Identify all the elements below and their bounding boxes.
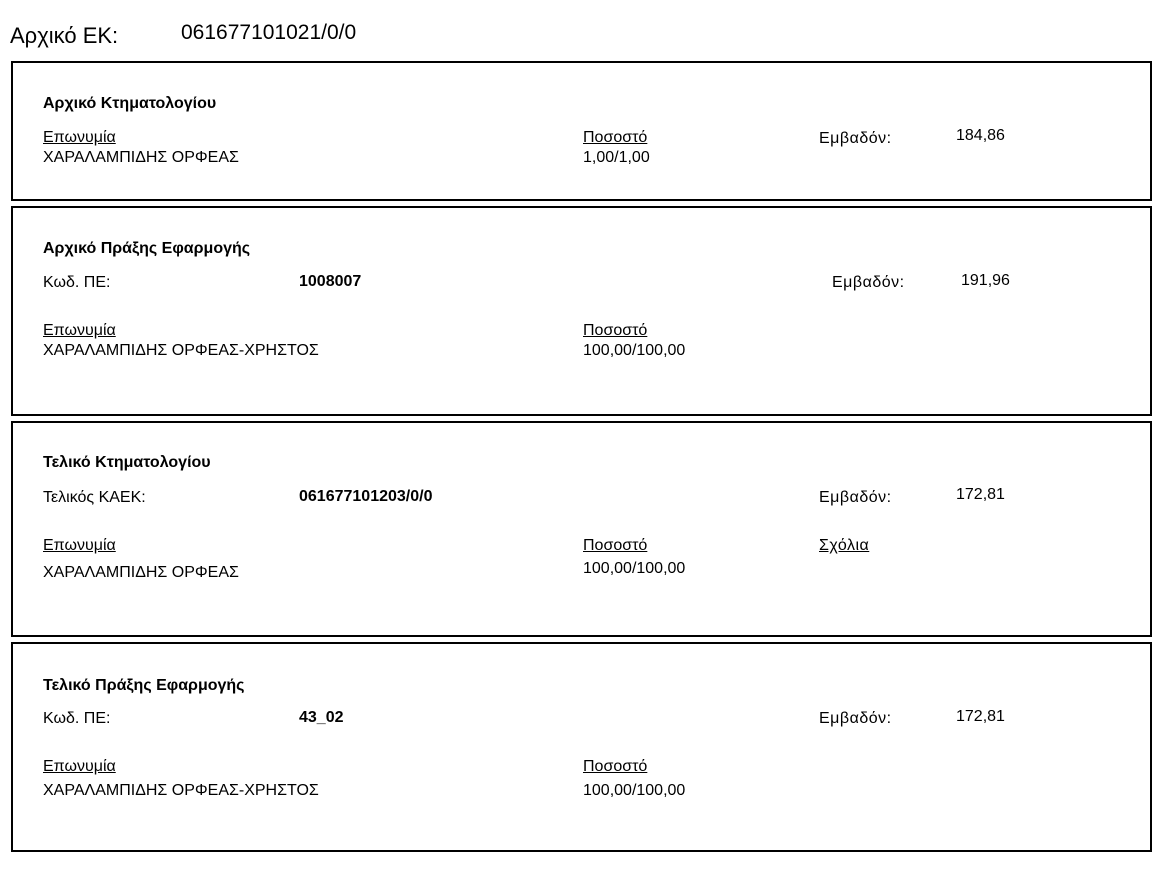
code-value: 061677101203/0/0 bbox=[299, 488, 433, 505]
column-header-share: Ποσοστό bbox=[583, 758, 648, 775]
section-title: Τελικό Κτηματολογίου bbox=[43, 454, 211, 471]
share-value: 100,00/100,00 bbox=[583, 560, 686, 577]
section-title: Αρχικό Πράξης Εφαρμογής bbox=[43, 240, 251, 257]
owner-name: ΧΑΡΑΛΑΜΠΙΔΗΣ ΟΡΦΕΑΣ bbox=[43, 149, 239, 166]
header-label: Αρχικό ΕΚ: bbox=[10, 23, 119, 48]
area-value: 191,96 bbox=[961, 272, 1010, 289]
section-title: Αρχικό Κτηματολογίου bbox=[43, 95, 217, 112]
column-header-name: Επωνυμία bbox=[43, 537, 116, 554]
column-header-name: Επωνυμία bbox=[43, 322, 116, 339]
area-label: Εμβαδόν: bbox=[819, 489, 892, 506]
code-label: Κωδ. ΠΕ: bbox=[43, 274, 111, 291]
owner-name: ΧΑΡΑΛΑΜΠΙΔΗΣ ΟΡΦΕΑΣ-ΧΡΗΣΤΟΣ bbox=[43, 782, 319, 799]
column-header-share: Ποσοστό bbox=[583, 322, 648, 339]
area-value: 172,81 bbox=[956, 486, 1005, 503]
section-initial-application-act bbox=[11, 206, 1152, 416]
column-header-share: Ποσοστό bbox=[583, 537, 648, 554]
area-label: Εμβαδόν: bbox=[819, 710, 892, 727]
section-final-cadastre bbox=[11, 421, 1152, 637]
code-value: 1008007 bbox=[299, 273, 362, 290]
share-value: 100,00/100,00 bbox=[583, 782, 686, 799]
column-header-comments: Σχόλια bbox=[819, 537, 870, 554]
section-final-application-act bbox=[11, 642, 1152, 852]
owner-name: ΧΑΡΑΛΑΜΠΙΔΗΣ ΟΡΦΕΑΣ bbox=[43, 564, 239, 581]
area-value: 184,86 bbox=[956, 127, 1005, 144]
owner-name: ΧΑΡΑΛΑΜΠΙΔΗΣ ΟΡΦΕΑΣ-ΧΡΗΣΤΟΣ bbox=[43, 342, 319, 359]
column-header-name: Επωνυμία bbox=[43, 129, 116, 146]
column-header-share: Ποσοστό bbox=[583, 129, 648, 146]
code-label: Κωδ. ΠΕ: bbox=[43, 710, 111, 727]
area-label: Εμβαδόν: bbox=[832, 274, 905, 291]
share-value: 1,00/1,00 bbox=[583, 149, 650, 166]
share-value: 100,00/100,00 bbox=[583, 342, 686, 359]
code-value: 43_02 bbox=[299, 709, 344, 726]
area-value: 172,81 bbox=[956, 708, 1005, 725]
section-title: Τελικό Πράξης Εφαρμογής bbox=[43, 677, 245, 694]
header-kaek-value: 061677101021/0/0 bbox=[181, 21, 357, 44]
section-initial-cadastre bbox=[11, 61, 1152, 201]
code-label: Τελικός ΚΑΕΚ: bbox=[43, 489, 146, 506]
area-label: Εμβαδόν: bbox=[819, 130, 892, 147]
column-header-name: Επωνυμία bbox=[43, 758, 116, 775]
